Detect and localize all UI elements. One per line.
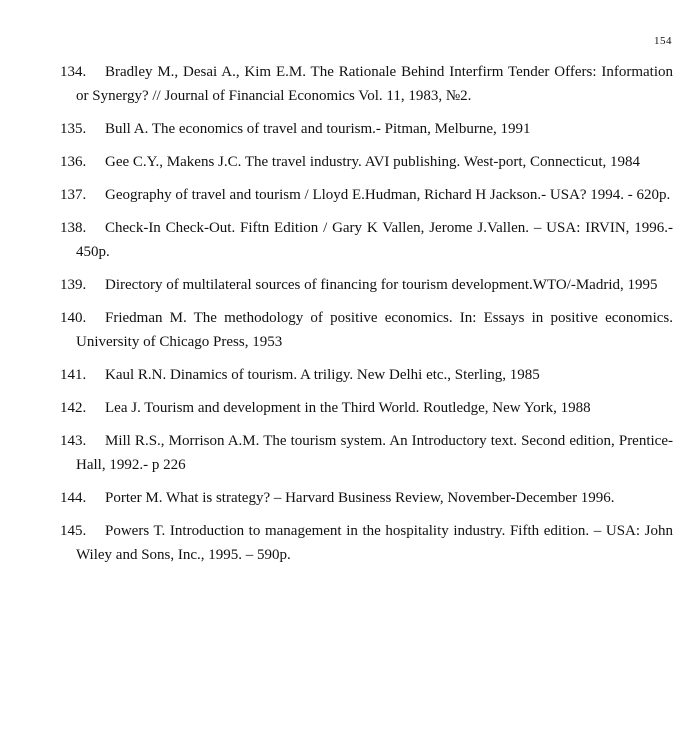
reference-text: Geography of travel and tourism / Lloyd E.Hudman, Richard H Jackson.- USA? 1994. - 620p. (105, 187, 671, 203)
reference-number: 144. (60, 490, 87, 506)
reference-text: Porter M. What is strategy? – Harvard Business Review, November-December 1996. (105, 490, 615, 506)
reference-text: Bradley M., Desai A., Kim E.M. The Rationale Behind Interfirm Tender Offers: Information or Synergy? // Journal of Financial Economics Vol. 11, 1983, №2. (76, 64, 673, 104)
reference-text: Gee C.Y., Makens J.C. The travel industry. AVI publishing. West-port, Connecticut, 1984 (105, 154, 640, 170)
reference-number: 137. (60, 187, 87, 203)
reference-item (60, 60, 673, 108)
reference-number: 145. (60, 523, 87, 539)
reference-number: 138. (60, 220, 87, 236)
reference-item (60, 183, 673, 207)
reference-text: Lea J. Tourism and development in the Third World. Routledge, New York, 1988 (105, 400, 591, 416)
reference-item (60, 273, 673, 297)
reference-item (60, 216, 673, 264)
reference-number: 141. (60, 367, 87, 383)
reference-number: 136. (60, 154, 87, 170)
reference-item (60, 396, 673, 420)
reference-number: 135. (60, 121, 87, 137)
reference-text: Mill R.S., Morrison A.M. The tourism system. An Introductory text. Second edition, Prentice-Hall, 1992.- p 226 (76, 433, 673, 473)
reference-text: Powers T. Introduction to management in the hospitality industry. Fifth edition. – USA: John Wiley and Sons, Inc., 1995. – 590p. (76, 523, 673, 563)
reference-item (60, 117, 673, 141)
reference-item (60, 363, 673, 387)
reference-number: 134. (60, 64, 87, 80)
reference-number: 143. (60, 433, 87, 449)
reference-item (60, 306, 673, 354)
reference-item (60, 150, 673, 174)
reference-text: Directory of multilateral sources of financing for tourism development.WTO/-Madrid, 1995 (105, 277, 658, 293)
reference-item (60, 429, 673, 477)
reference-text: Friedman M. The methodology of positive economics. In: Essays in positive economics. University of Chicago Press, 1953 (76, 310, 673, 350)
reference-number: 142. (60, 400, 87, 416)
reference-list (60, 60, 673, 576)
reference-text: Bull A. The economics of travel and tourism.- Pitman, Melburne, 1991 (105, 121, 531, 137)
reference-text: Kaul R.N. Dinamics of tourism. A triligy. New Delhi etc., Sterling, 1985 (105, 367, 540, 383)
reference-item (60, 519, 673, 567)
reference-number: 139. (60, 277, 87, 293)
reference-number: 140. (60, 310, 87, 326)
reference-item (60, 486, 673, 510)
reference-text: Check-In Check-Out. Fiftn Edition / Gary K Vallen, Jerome J.Vallen. – USA: IRVIN, 1996.- 450p. (76, 220, 673, 260)
page-number: 154 (654, 35, 672, 47)
